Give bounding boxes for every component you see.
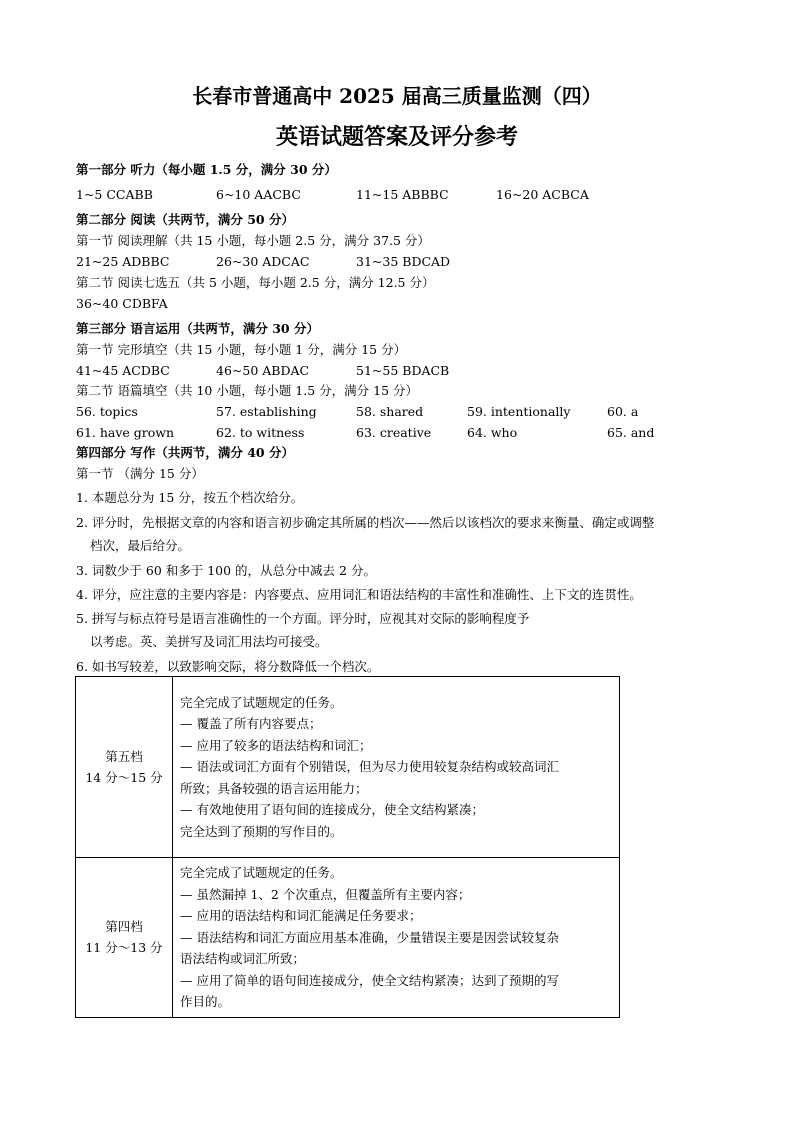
description-line: — 有效地使用了语句间的连接成分，使全文结构紧凑； bbox=[180, 802, 484, 818]
description-line: 语法结构或词汇所致； bbox=[180, 951, 306, 966]
rubric-table bbox=[75, 676, 620, 1018]
description-line: 所致；具备较强的语言运用能力； bbox=[180, 780, 368, 796]
table-row bbox=[76, 858, 620, 1018]
description-line: 作目的。 bbox=[180, 994, 231, 1009]
answer-group: 51~55 BDACB bbox=[356, 363, 450, 378]
description-line: — 虽然漏掉 1、2 个次重点，但覆盖所有主要内容； bbox=[180, 886, 471, 902]
answer-group: 36~40 CDBFA bbox=[76, 296, 168, 311]
rule-item: 2. 评分时，先根据文章的内容和语言初步确定其所属的档次——然后以该档次的要求来衡量、确定或调整 bbox=[76, 515, 655, 530]
description-cell bbox=[173, 677, 620, 858]
level-score: 11 分～13 分 bbox=[85, 940, 163, 956]
answer-group: 6~10 AACBC bbox=[216, 187, 301, 202]
description-line: — 应用了简单的语句间连接成分，使全文结构紧凑；达到了预期的写 bbox=[180, 972, 559, 988]
part2-heading: 第二部分 阅读（共两节，满分 50 分） bbox=[76, 212, 294, 227]
description-line: — 应用的语法结构和词汇能满足任务要求； bbox=[180, 908, 422, 923]
answer-item: 61. have grown bbox=[76, 425, 175, 440]
description-line: 完全完成了试题规定的任务。 bbox=[180, 865, 343, 880]
answer-group: 41~45 ACDBC bbox=[76, 363, 170, 378]
description-line: 完全达到了预期的写作目的。 bbox=[180, 823, 343, 839]
answer-group: 46~50 ABDAC bbox=[216, 363, 310, 378]
description-line: — 覆盖了所有内容要点； bbox=[180, 716, 322, 732]
description-line: — 语法或词汇方面有个别错误，但为尽力使用较复杂结构或较高词汇 bbox=[180, 759, 559, 775]
page-subtitle: 英语试题答案及评分参考 bbox=[275, 124, 518, 150]
level-score: 14 分～15 分 bbox=[85, 770, 163, 785]
level-name: 第四档 bbox=[105, 918, 143, 934]
description-line: 完全完成了试题规定的任务。 bbox=[180, 694, 343, 710]
description-cell bbox=[173, 858, 620, 1018]
page-title: 长春市普通高中 2025 届高三质量监测（四） bbox=[192, 84, 602, 108]
answer-item: 65. and bbox=[607, 425, 655, 440]
rule-item-continued: 档次，最后给分。 bbox=[90, 538, 191, 553]
description-line: — 应用了较多的语法结构和词汇； bbox=[180, 737, 372, 753]
answer-item: 56. topics bbox=[76, 404, 138, 419]
answer-item: 57. establishing bbox=[216, 404, 317, 419]
answer-group: 26~30 ADCAC bbox=[216, 254, 310, 269]
part1-heading: 第一部分 听力（每小题 1.5 分，满分 30 分） bbox=[76, 162, 337, 177]
answer-item: 58. shared bbox=[356, 404, 424, 419]
part2-sec2-heading: 第二节 阅读七选五（共 5 小题，每小题 2.5 分，满分 12.5 分） bbox=[76, 275, 435, 290]
level-cell bbox=[76, 677, 173, 858]
answer-group: 31~35 BDCAD bbox=[356, 254, 451, 269]
level-name: 第五档 bbox=[105, 748, 143, 764]
answer-group: 11~15 ABBBC bbox=[356, 187, 449, 202]
part3-sec2-heading: 第二节 语篇填空（共 10 小题，每小题 1.5 分，满分 15 分） bbox=[76, 383, 419, 398]
part4-heading: 第四部分 写作（共两节，满分 40 分） bbox=[76, 445, 294, 460]
answer-item: 64. who bbox=[467, 425, 518, 440]
rule-item: 1. 本题总分为 15 分，按五个档次给分。 bbox=[76, 490, 304, 505]
rule-item: 6. 如书写较差，以致影响交际，将分数降低一个档次。 bbox=[76, 659, 380, 674]
rule-item-continued: 以考虑。英、美拼写及词汇用法均可接受。 bbox=[90, 634, 328, 649]
part4-sec1-heading: 第一节 （满分 15 分） bbox=[76, 466, 204, 481]
answer-item: 59. intentionally bbox=[467, 404, 571, 419]
answer-item: 63. creative bbox=[356, 425, 432, 440]
description-line: — 语法结构和词汇方面应用基本准确，少量错误主要是因尝试较复杂 bbox=[180, 929, 559, 945]
part3-heading: 第三部分 语言运用（共两节，满分 30 分） bbox=[76, 321, 319, 336]
answer-group: 1~5 CCABB bbox=[76, 187, 153, 202]
rule-item: 4. 评分，应注意的主要内容是：内容要点、应用词汇和语法结构的丰富性和准确性、上下文的连贯性。 bbox=[76, 587, 642, 602]
part2-sec1-heading: 第一节 阅读理解（共 15 小题，每小题 2.5 分，满分 37.5 分） bbox=[76, 233, 430, 248]
rule-item: 5. 拼写与标点符号是语言准确性的一个方面。评分时，应视其对交际的影响程度予 bbox=[76, 611, 530, 626]
answer-group: 21~25 ADBBC bbox=[76, 254, 170, 269]
level-cell bbox=[76, 858, 173, 1018]
answer-group: 16~20 ACBCA bbox=[496, 187, 589, 202]
table-row bbox=[76, 677, 620, 858]
part3-sec1-heading: 第一节 完形填空（共 15 小题，每小题 1 分，满分 15 分） bbox=[76, 342, 407, 357]
answer-item: 62. to witness bbox=[216, 425, 305, 440]
answer-item: 60. a bbox=[607, 404, 639, 419]
rule-item: 3. 词数少于 60 和多于 100 的，从总分中减去 2 分。 bbox=[76, 563, 376, 578]
